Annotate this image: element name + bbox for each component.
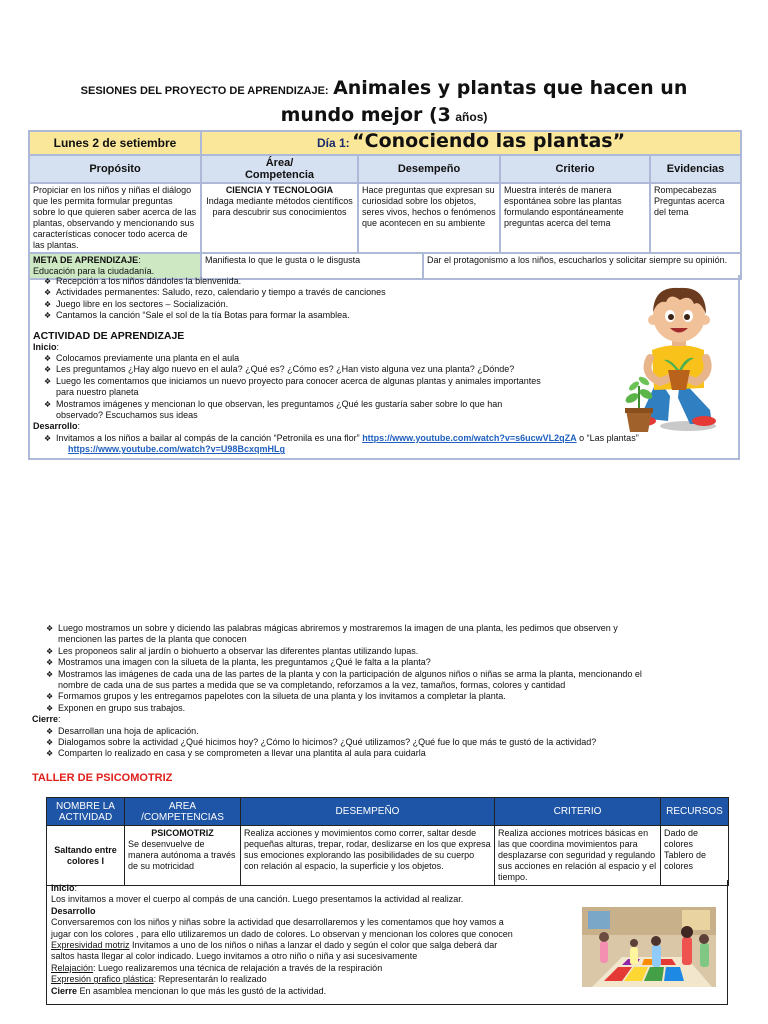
- evidencia-item: Preguntas acerca del tema: [654, 196, 725, 217]
- expresion-label: Expresión grafico plástica: [51, 974, 154, 985]
- meta-colon: :: [138, 255, 141, 265]
- cierre-label: Cierre: [32, 714, 59, 725]
- recurso-item: Tablero de colores: [664, 850, 707, 871]
- area-name: PSICOMOTRIZ: [151, 828, 214, 838]
- title-age-number: 3: [437, 104, 451, 126]
- header-nombre: NOMBRE LA ACTIVIDAD: [47, 798, 125, 826]
- taller-dev-line: Conversaremos con los niños y niñas sobre la actividad que desarrollaremos y les comentamos que hoy vamos a: [51, 917, 504, 928]
- session-table: [28, 130, 742, 280]
- document-title: [0, 76, 768, 129]
- list-item-continued: observado? Escuchamos sus ideas: [56, 410, 198, 421]
- header-desempeno: DESEMPEÑO: [241, 798, 495, 826]
- taller-inicio-text: Los invitamos a mover el cuerpo al compás de una canción. Luego presentamos la actividad al realizar.: [51, 894, 464, 905]
- youtube-link-plantas[interactable]: https://www.youtube.com/watch?v=U98BcxqmHLg: [68, 444, 285, 455]
- proposito-cell: Propiciar en los niños y niñas el diálogo que les permita formular preguntas sobre lo que quieren saber acerca de las plantas, observando y mencionando sus características conocer todo acerca de las plantas.: [29, 183, 201, 253]
- list-item: ❖ Desarrollan una hoja de aplicación.: [32, 726, 732, 737]
- activity-box: ❖ Recepción a los niños dándoles la bienvenida. ❖ Actividades permanentes: Saludo, rezo, calendario y tiempo a través de canciones ❖ Juego libre en los sectores – Socialización. ❖ Cantamos la canción “Sale el sol de la tía Botas para formar la asamblea. ACTIVIDAD DE APRENDIZAJE Inicio: ❖ Colocamos previamente una planta en el aula ❖ Les preguntamos ¿Hay algo nuevo en el aula? ¿Qué es? ¿Cómo es? ¿Han visto alguna vez una planta? ¿Dónde? ❖ Luego les comentamos que iniciamos un nuevo proyecto para conocer acerca de algunas plantas y animales importantes para nuestro planeta ❖ Mostramos imágenes y mencionan lo que observan, les preguntamos ¿Qué les gustaría saber sobre lo que han observado? Escuchamos sus ideas Desarrollo: ❖ Invitamos a los niños a bailar al compás de la canción “Petronila es una flor” https://www.youtube.com/watch?v=s6ucwVL2qZA o “Las plantas” https://www.youtube.com/watch?v=U98BcxqmHLg: [28, 275, 740, 460]
- taller-cierre-label: Cierre: [51, 985, 78, 996]
- list-item: ❖ Juego libre en los sectores – Socialización.: [30, 299, 738, 310]
- meta-text: Educación para la ciudadanía.: [33, 266, 155, 276]
- potted-plant-icon: [622, 372, 656, 434]
- list-item: ❖ Recepción a los niños dándoles la bienvenida.: [30, 276, 738, 287]
- title-line-2: mundo mejor (: [280, 104, 438, 126]
- manifiesta-cell: Manifiesta lo que le gusta o le disgusta: [201, 253, 423, 279]
- recursos-cell: [661, 826, 729, 886]
- list-item: ❖ Colocamos previamente una planta en el aula: [30, 353, 738, 364]
- list-item-continued: nombre de cada una de sus partes a medida que se va completando, reforzamos a la vez, tamaños, formas, colores y cantidad: [58, 680, 566, 691]
- list-item: ❖ Mostramos las imágenes de cada una de las partes de la planta y con la participación de algunos niños o niñas se arma la planta, mencionando el: [32, 669, 732, 680]
- desarrollo-item: ❖ Invitamos a los niños a bailar al compás de la canción “Petronila es una flor” https://www.youtube.com/watch?v=s6ucwVL2qZA o “Las plantas”: [30, 433, 738, 444]
- activity-heading: ACTIVIDAD DE APRENDIZAJE: [33, 329, 185, 342]
- title-line-1: Animales y plantas que hacen un: [333, 77, 688, 99]
- desempeno-cell: Realiza acciones y movimientos como correr, saltar desde pequeñas alturas, trepar, rodar, deslizarse en los que expresa sus emociones explorando las posibilidades de su cuerpo con relación al espacio, la superficie y los objetos.: [241, 826, 495, 886]
- area-name: CIENCIA Y TECNOLOGIA: [225, 185, 334, 195]
- taller-box: Inicio: Los invitamos a mover el cuerpo al compás de una canción. Luego presentamos la actividad al realizar. Desarrollo Conversaremos con los niños y niñas sobre la actividad que desarrollaremos y les comentamos que hoy vamos a jugar con los colores , para ello utilizaremos un dado de colores. Lo observan y mencionan los colores que conocen Expresividad motriz Invitamos a uno de los niños o niñas a lanzar el dado y según el color que salga deberá dar saltos hasta llegar al color indicado. Luego invitamos a otro niño o niña y asi sucesivamente Relajación: Luego realizaremos una técnica de relajación a través de la respiración Expresión grafico plástica: Representarán lo realizado Cierre En asamblea mencionan lo que más les gustó de la actividad.: [46, 880, 728, 1005]
- list-item: ❖ Mostramos imágenes y mencionan lo que observan, les preguntamos ¿Qué les gustaría saber sobre lo que han: [30, 399, 738, 410]
- competencia-text: Indaga mediante métodos científicos para descubrir sus conocimientos: [206, 196, 353, 217]
- list-item: ❖ Les preguntamos ¿Hay algo nuevo en el aula? ¿Qué es? ¿Cómo es? ¿Han visto alguna vez una planta? ¿Dónde?: [30, 364, 738, 375]
- area-cell: [201, 183, 358, 253]
- list-item: ❖ Les proponeos salir al jardín o biohuerto a observar las diferentes plantas utilizando lupas.: [32, 646, 732, 657]
- page2-list: ❖ Luego mostramos un sobre y diciendo las palabras mágicas abriremos y mostraremos la imagen de una planta, les pedimos que observen y mencionen las partes de la planta que conocen ❖ Les proponeos salir al jardín o biohuerto a observar las diferentes plantas utilizando lupas. ❖ Mostramos una imagen con la silueta de la planta, les preguntamos ¿Qué le falta a la planta? ❖ Mostramos las imágenes de cada una de las partes de la planta y con la participación de algunos niños o niñas se arma la planta, mencionando el nombre de cada una de sus partes a medida que se va completando, reforzamos a la vez, tamaños, formas, colores y cantidad ❖ Formamos grupos y les entregamos papelotes con la silueta de una planta y los invitamos a completar la planta. ❖ Exponen en grupo sus trabajos. Cierre: ❖ Desarrollan una hoja de aplicación. ❖ Dialogamos sobre la actividad ¿Qué hicimos hoy? ¿Cómo lo hicimos? ¿Qué utilizamos? ¿Qué fue lo que más te gustó de la actividad? ❖ Comparten lo realizado en casa y se comprometen a llevar una plantita al aula para cuidarla: [32, 623, 732, 760]
- header-desempeno: Desempeño: [358, 155, 500, 183]
- evidencia-item: Rompecabezas: [654, 185, 717, 195]
- header-criterio: CRITERIO: [495, 798, 661, 826]
- inicio-label: Inicio: [33, 341, 57, 352]
- criterio-cell: Muestra interés de manera espontánea sobre las plantas formulando espontáneamente preguntas acerca del tema: [500, 183, 650, 253]
- relajacion-label: Relajación: [51, 962, 94, 973]
- day-label: Día 1:: [316, 136, 350, 150]
- taller-heading: TALLER DE PSICOMOTRIZ: [32, 772, 173, 784]
- header-criterio: Criterio: [500, 155, 650, 183]
- header-evidencias: Evidencias: [650, 155, 741, 183]
- header-area: AREA /COMPETENCIAS: [125, 798, 241, 826]
- title-age-unit: años): [455, 110, 488, 124]
- evidencias-cell: [650, 183, 741, 253]
- area-cell: [125, 826, 241, 886]
- header-recursos: RECURSOS: [661, 798, 729, 826]
- meta-label: META DE APRENDIZAJE: [33, 255, 139, 265]
- dar-cell: Dar el protagonismo a los niños, escucharlos y solicitar siempre su opinión.: [423, 253, 741, 279]
- list-item: ❖ Exponen en grupo sus trabajos.: [32, 703, 732, 714]
- list-item: ❖ Actividades permanentes: Saludo, rezo, calendario y tiempo a través de canciones: [30, 287, 738, 298]
- list-item: ❖ Cantamos la canción “Sale el sol de la tía Botas para formar la asamblea.: [30, 310, 738, 321]
- list-item-continued: para nuestro planeta: [56, 387, 139, 398]
- desempeno-cell: Hace preguntas que expresan su curiosidad sobre los objetos, seres vivos, hechos o fenómenos que acontecen en su ambiente: [358, 183, 500, 253]
- taller-dev-line: jugar con los colores , para ello utilizaremos un dado de colores. Lo observan y mencionan los colores que conocen: [51, 928, 513, 939]
- list-item: ❖ Luego les comentamos que iniciamos un nuevo proyecto para conocer acerca de algunas plantas y animales importantes: [30, 376, 738, 387]
- header-area: Área/: [265, 157, 294, 169]
- list-item: ❖ Comparten lo realizado en casa y se comprometen a llevar una plantita al aula para cuidarla: [32, 748, 732, 759]
- activity-name: Saltando entre colores I: [47, 826, 125, 886]
- list-item: ❖ Dialogamos sobre la actividad ¿Qué hicimos hoy? ¿Cómo lo hicimos? ¿Qué utilizamos? ¿Qué fue lo que más te gustó de la actividad?: [32, 737, 732, 748]
- list-item-continued: mencionen las partes de la planta que conocen: [58, 634, 247, 645]
- recurso-item: Dado de colores: [664, 828, 699, 849]
- taller-desarrollo-label: Desarrollo: [51, 905, 96, 916]
- children-playing-photo: [582, 907, 716, 987]
- session-day-title: [201, 131, 741, 155]
- list-item: ❖ Luego mostramos un sobre y diciendo las palabras mágicas abriremos y mostraremos la imagen de una planta, les pedimos que observen y: [32, 623, 732, 634]
- list-item: ❖ Mostramos una imagen con la silueta de la planta, les preguntamos ¿Qué le falta a la planta?: [32, 657, 732, 668]
- youtube-link-petronila[interactable]: https://www.youtube.com/watch?v=s6ucwVL2qZA: [362, 432, 577, 443]
- expresividad-label: Expresividad motriz: [51, 940, 130, 951]
- header-proposito: Propósito: [29, 155, 201, 183]
- desarrollo-label: Desarrollo: [33, 421, 78, 432]
- list-item: ❖ Formamos grupos y les entregamos papelotes con la silueta de una planta y los invitamos a completar la planta.: [32, 691, 732, 702]
- title-prefix: SESIONES DEL PROYECTO DE APRENDIZAJE:: [80, 85, 329, 97]
- taller-inicio-label: Inicio: [51, 883, 75, 893]
- header-area-competencia: [201, 155, 358, 183]
- session-date: Lunes 2 de setiembre: [29, 131, 201, 155]
- psicomotriz-table: [46, 797, 729, 886]
- header-competencia: Competencia: [244, 169, 315, 181]
- area-text: Se desenvuelve de manera autónoma a través de su motricidad: [128, 839, 236, 871]
- criterio-cell: Realiza acciones motrices básicas en las que coordina movimientos para desplazarse con seguridad y regulando sus acciones en relación al espacio y el tiempo.: [495, 826, 661, 886]
- day-title: “Conociendo las plantas”: [352, 130, 626, 152]
